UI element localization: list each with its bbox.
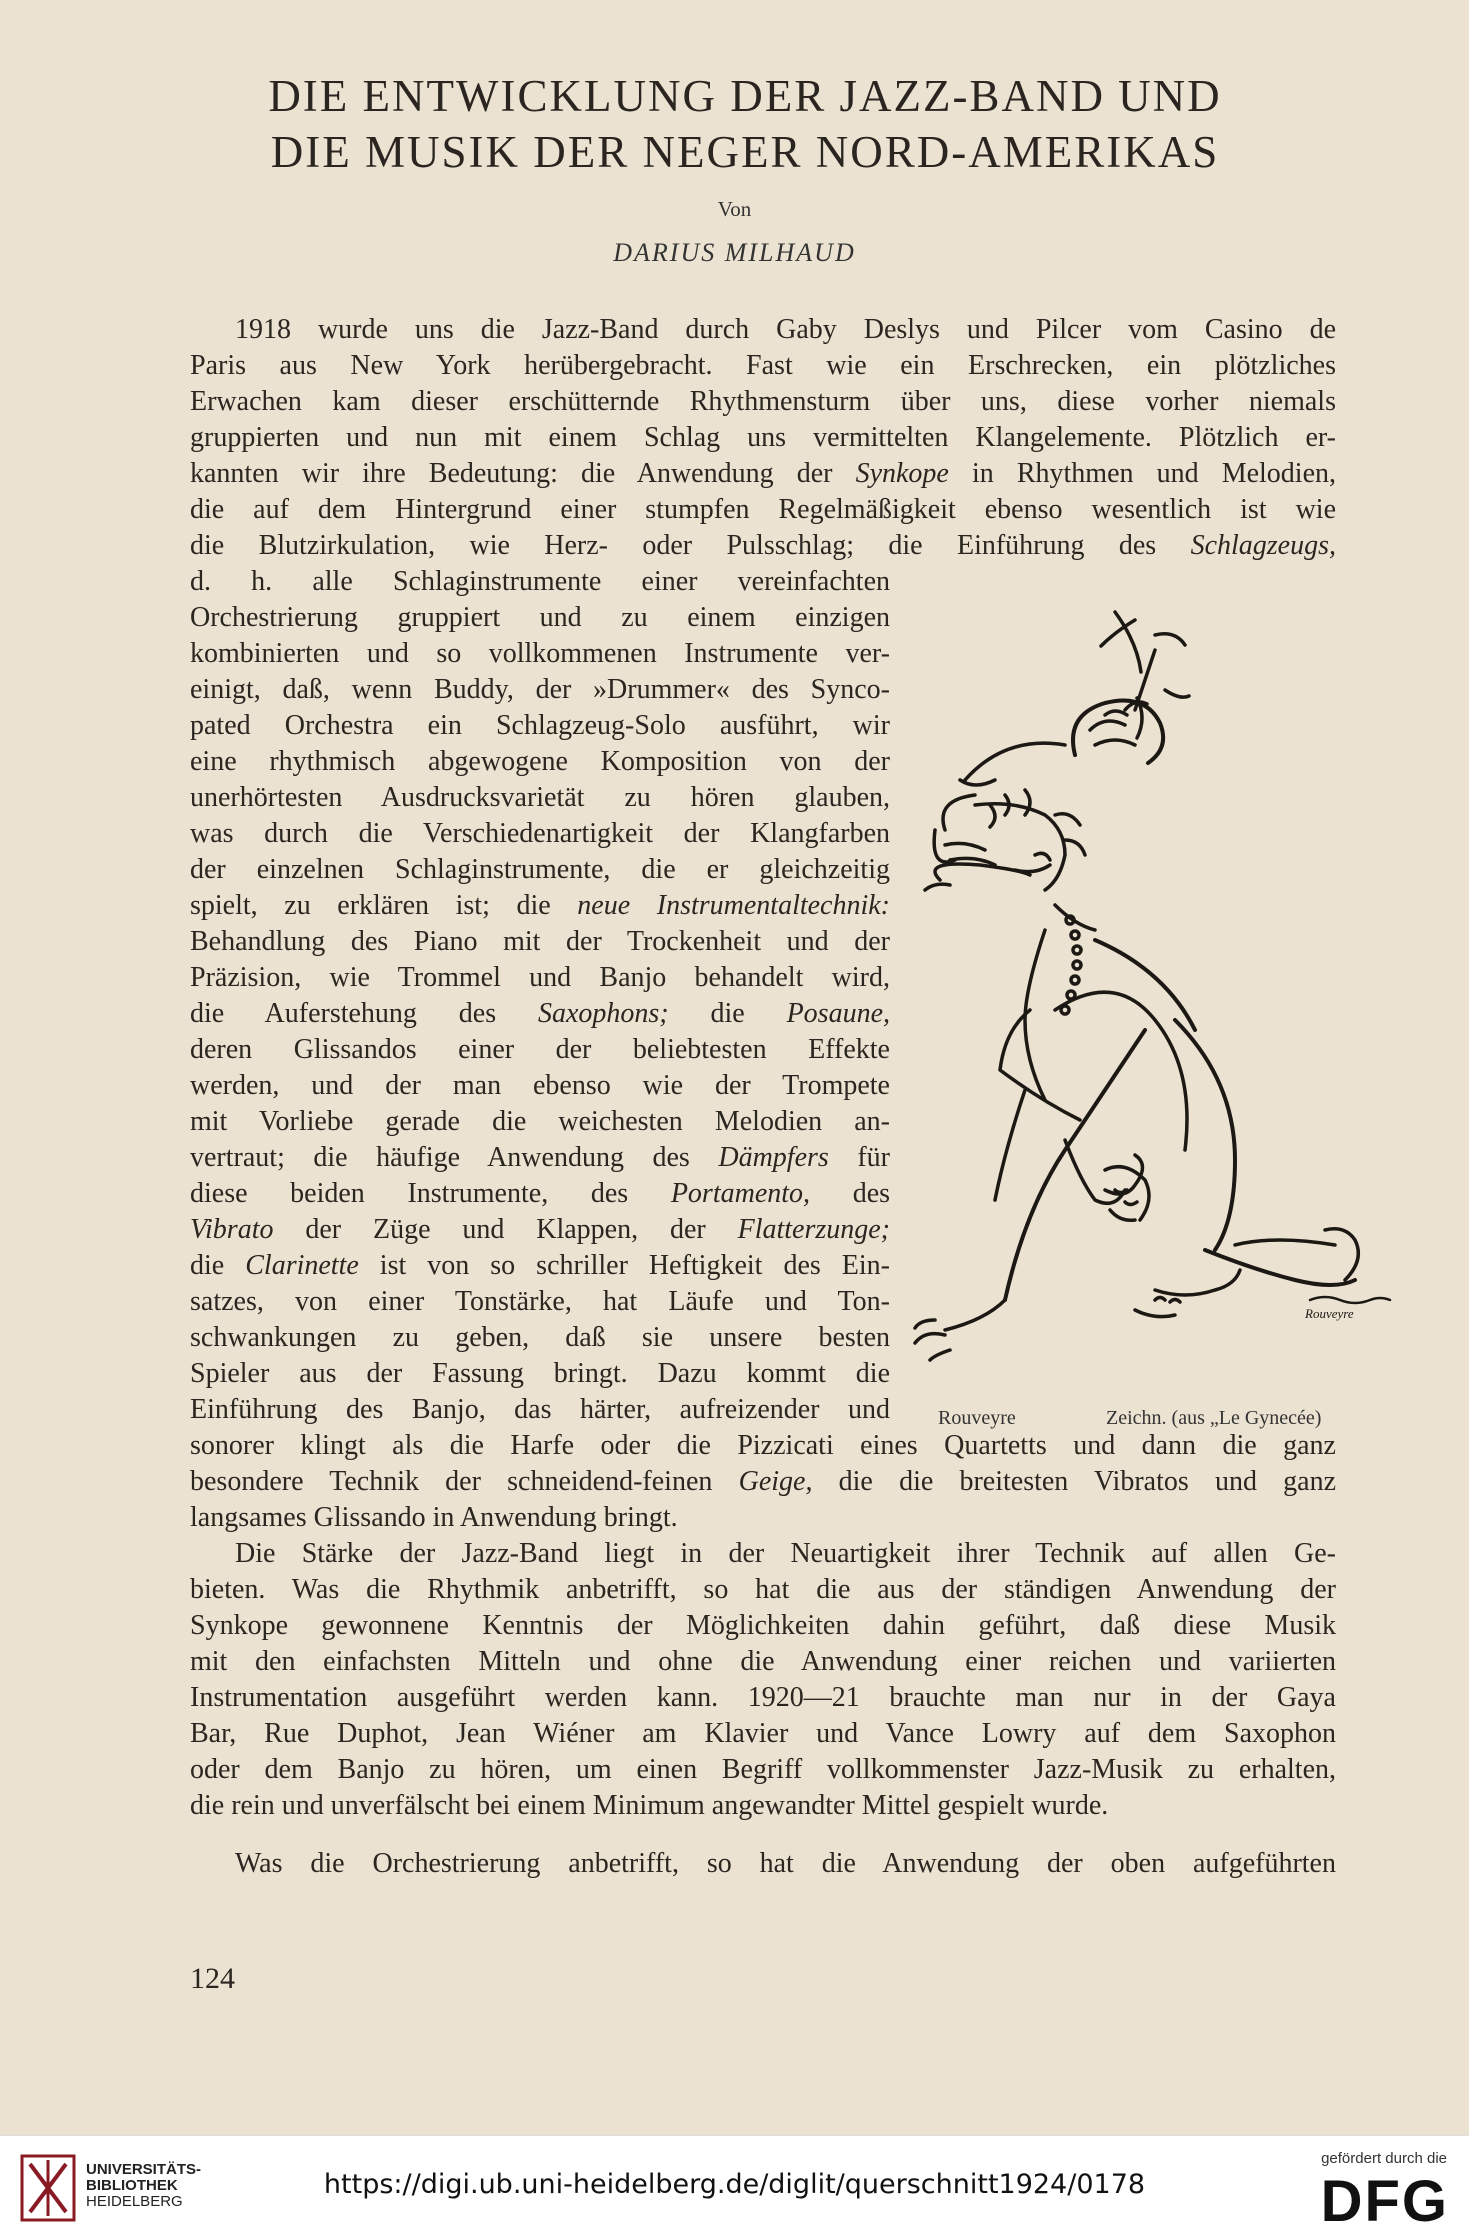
body-line: Spieler aus der Fassung bringt. Dazu kommt die — [190, 1358, 890, 1389]
body-line: die Blutzirkulation, wie Herz- oder Pulsschlag; die Einführung des Schlagzeugs, — [190, 530, 1337, 561]
body-line: die Auferstehung des Saxophons; die Posaune, — [190, 998, 890, 1029]
body-line: spielt, zu erklären ist; die neue Instrumentaltechnik: — [190, 890, 891, 921]
body-line: werden, und der man ebenso wie der Trompete — [190, 1070, 890, 1101]
body-line: diese beiden Instrumente, des Portamento, des — [190, 1178, 891, 1209]
body-line: Behandlung des Piano mit der Trockenheit und der — [190, 926, 890, 957]
body-line: die rein und unverfälscht bei einem Minimum angewandter Mittel gespielt wurde. — [190, 1790, 1109, 1821]
body-line: oder dem Banjo zu hören, um einen Begriff vollkommenster Jazz-Musik zu erhalten, — [190, 1754, 1336, 1785]
rouveyre-drawing — [905, 590, 1425, 1410]
funding-note: gefördert durch die — [1321, 2150, 1447, 2167]
body-line: kombinierten und so vollkommenen Instrumente ver- — [190, 638, 890, 669]
digitization-footer — [0, 2135, 1469, 2240]
body-line: Einführung des Banjo, das härter, aufreizender und — [190, 1394, 890, 1425]
body-line: langsames Glissando in Anwendung bringt. — [190, 1502, 678, 1533]
body-line: Bar, Rue Duphot, Jean Wiéner am Klavier und Vance Lowry auf dem Saxophon — [190, 1718, 1336, 1749]
author-name: DARIUS MILHAUD — [613, 238, 856, 267]
figure-caption-source: Zeichn. (aus „Le Gynecée) — [1106, 1407, 1322, 1429]
body-line: die Clarinette ist von so schriller Heftigkeit des Ein- — [190, 1250, 891, 1281]
body-line: bieten. Was die Rhythmik anbetrifft, so hat die aus der ständigen Anwendung der — [190, 1574, 1336, 1605]
body-line: einigt, daß, wenn Buddy, der »Drummer« des Synco- — [190, 674, 890, 705]
body-line: schwankungen zu geben, daß sie unsere besten — [190, 1322, 890, 1353]
body-line: der einzelnen Schlaginstrumente, die er gleichzeitig — [190, 854, 890, 885]
body-line: unerhörtesten Ausdrucksvarietät zu hören glauben, — [190, 782, 890, 813]
body-line: eine rhythmisch abgewogene Komposition von der — [190, 746, 890, 777]
body-line: Instrumentation ausgeführt werden kann. 1920—21 brauchte man nur in der Gaya — [190, 1682, 1336, 1713]
body-line: kannten wir ihre Bedeutung: die Anwendung der Synkope in Rhythmen und Melodien, — [190, 458, 1337, 489]
body-line: d. h. alle Schlaginstrumente einer vereinfachten — [190, 566, 890, 597]
library-name-line: HEIDELBERG — [86, 2193, 183, 2210]
body-line: pated Orchestra ein Schlagzeug-Solo ausführt, wir — [190, 710, 890, 741]
body-line: Die Stärke der Jazz-Band liegt in der Neuartigkeit ihrer Technik auf allen Ge- — [235, 1538, 1336, 1569]
body-line: Was die Orchestrierung anbetrifft, so hat die Anwendung der oben aufgeführten — [235, 1848, 1336, 1879]
byline-von: Von — [717, 197, 752, 221]
body-line: mit Vorliebe gerade die weichesten Melodien an- — [190, 1106, 890, 1137]
body-line: Paris aus New York herübergebracht. Fast wie ein Erschrecken, ein plötzliches — [190, 350, 1336, 381]
permalink-url[interactable]: https://digi.ub.uni-heidelberg.de/diglit/querschnitt1924/0178 — [323, 2169, 1146, 2200]
body-line: Präzision, wie Trommel und Banjo behandelt wird, — [190, 962, 890, 993]
article-title-line-1: DIE ENTWICKLUNG DER JAZZ-BAND UND — [268, 71, 1222, 121]
body-line: vertraut; die häufige Anwendung des Dämpfers für — [190, 1142, 891, 1173]
dfg-logo: DFG — [1320, 2169, 1449, 2234]
page-number: 124 — [190, 1962, 235, 1995]
figure-caption-artist: Rouveyre — [938, 1407, 1016, 1429]
body-line: gruppierten und nun mit einem Schlag uns vermittelten Klangelemente. Plötzlich er- — [190, 422, 1336, 453]
body-line: Synkope gewonnene Kenntnis der Möglichkeiten dahin geführt, daß diese Musik — [190, 1610, 1336, 1641]
body-line: deren Glissandos einer der beliebtesten Effekte — [190, 1034, 890, 1065]
body-line: Erwachen kam dieser erschütternde Rhythmensturm über uns, diese vorher niemals — [190, 386, 1336, 417]
body-line: Orchestrierung gruppiert und zu einem einzigen — [190, 602, 890, 633]
body-line: 1918 wurde uns die Jazz-Band durch Gaby Deslys und Pilcer vom Casino de — [235, 314, 1336, 345]
body-line: besondere Technik der schneidend-feinen Geige, die die breitesten Vibratos und ganz — [190, 1466, 1337, 1497]
body-line: die auf dem Hintergrund einer stumpfen Regelmäßigkeit ebenso wesentlich ist wie — [190, 494, 1336, 525]
body-line: Vibrato der Züge und Klappen, der Flatterzunge; — [190, 1214, 891, 1245]
body-line: was durch die Verschiedenartigkeit der Klangfarben — [190, 818, 890, 849]
drawing-signature: Rouveyre — [1305, 1306, 1354, 1321]
library-name-line: UNIVERSITÄTS- — [86, 2161, 202, 2178]
body-line: mit den einfachsten Mitteln und ohne die Anwendung einer reichen und variierten — [190, 1646, 1336, 1677]
article-title-line-2: DIE MUSIK DER NEGER NORD-AMERIKAS — [270, 127, 1220, 177]
body-line: sonorer klingt als die Harfe oder die Pizzicati eines Quartetts und dann die ganz — [190, 1430, 1336, 1461]
library-name-line: BIBLIOTHEK — [86, 2177, 178, 2194]
body-line: satzes, von einer Tonstärke, hat Läufe und Ton- — [190, 1286, 890, 1317]
